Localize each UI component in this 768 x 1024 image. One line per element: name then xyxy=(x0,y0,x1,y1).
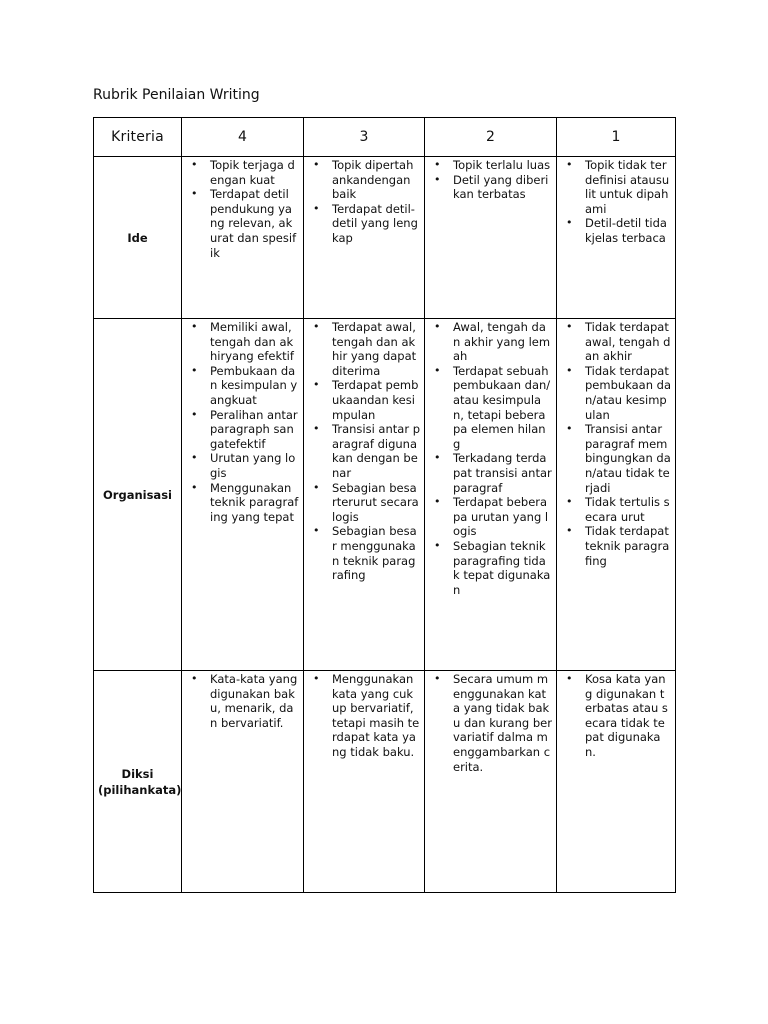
list-item: • Detil yang diberikan terbatas xyxy=(433,173,552,202)
list-item: • Terdapat awal,tengah dan akhir yang dapat diterima xyxy=(312,320,420,378)
list-item: • Detil-detil tidakjelas terbaca xyxy=(565,216,671,245)
list-item: • Terdapat detil pendukung yang relevan, akurat dan spesifik xyxy=(190,187,299,260)
list-item: • Tidak terdapat teknik paragrafing xyxy=(565,524,671,568)
cell-diksi-1 xyxy=(557,671,676,893)
page-title: Rubrik Penilaian Writing xyxy=(93,87,260,103)
table-row xyxy=(94,671,676,893)
list-item: • Awal, tengah dan akhir yang lemah xyxy=(433,320,552,364)
list-item: • Topik terjaga dengan kuat xyxy=(190,158,299,187)
list-item: • Menggunakan kata yang cukup bervariatif, tetapi masih terdapat kata yang tidak baku. xyxy=(312,672,420,760)
cell-ide-3 xyxy=(304,157,425,319)
cell-ide-1 xyxy=(557,157,676,319)
criterion-organisasi: Organisasi xyxy=(94,319,182,671)
header-score-2: 2 xyxy=(425,118,557,157)
list-item: • Terkadang terdapat transisi antar paragraf xyxy=(433,451,552,495)
list-item: • Kata-kata yang digunakan baku, menarik, dan bervariatif. xyxy=(190,672,299,730)
cell-diksi-4 xyxy=(182,671,304,893)
header-score-3: 3 xyxy=(304,118,425,157)
list-item: • Kosa kata yang digunakan terbatas atau secara tidak tepat digunakan. xyxy=(565,672,671,760)
header-score-4: 4 xyxy=(182,118,304,157)
cell-ide-4 xyxy=(182,157,304,319)
list-item: • Tidak terdapat awal, tengah dan akhir xyxy=(565,320,671,364)
cell-organisasi-3 xyxy=(304,319,425,671)
criterion-ide: Ide xyxy=(94,157,182,319)
cell-organisasi-2 xyxy=(425,319,557,671)
header-kriteria: Kriteria xyxy=(94,118,182,157)
cell-ide-2 xyxy=(425,157,557,319)
list-item: • Sebagian teknik paragrafing tidak tepat digunakan xyxy=(433,539,552,597)
cell-diksi-3 xyxy=(304,671,425,893)
list-item: • Terdapat beberapa urutan yang logis xyxy=(433,495,552,539)
list-item: • Sebagian besarterurut secara logis xyxy=(312,481,420,525)
cell-diksi-2 xyxy=(425,671,557,893)
list-item: • Transisi antar paragraf digunakan dengan benar xyxy=(312,422,420,480)
cell-organisasi-1 xyxy=(557,319,676,671)
table-row xyxy=(94,319,676,671)
header-score-1: 1 xyxy=(557,118,676,157)
list-item: • Topik dipertahankandengan baik xyxy=(312,158,420,202)
table-header-row xyxy=(94,118,676,157)
rubric-table xyxy=(93,117,676,893)
criterion-diksi: Diksi (pilihankata) xyxy=(94,671,182,893)
list-item: • Terdapat detil-detil yang lengkap xyxy=(312,202,420,246)
list-item: • Pembukaan dan kesimpulan yangkuat xyxy=(190,364,299,408)
table-row xyxy=(94,157,676,319)
cell-organisasi-4 xyxy=(182,319,304,671)
list-item: • Tidak terdapat pembukaan dan/atau kesimpulan xyxy=(565,364,671,422)
list-item: • Terdapat sebuah pembukaan dan/atau kesimpulan, tetapi beberapa elemen hilang xyxy=(433,364,552,452)
list-item: • Secara umum menggunakan kata yang tidak baku dan kurang bervariatif dalma menggambarkan cerita. xyxy=(433,672,552,774)
list-item: • Transisi antar paragraf membingungkan dan/atau tidak terjadi xyxy=(565,422,671,495)
list-item: • Sebagian besar menggunakan teknik paragrafing xyxy=(312,524,420,582)
list-item: • Topik terlalu luas xyxy=(433,158,552,173)
list-item: • Tidak tertulis secara urut xyxy=(565,495,671,524)
list-item: • Memiliki awal, tengah dan akhiryang efektif xyxy=(190,320,299,364)
list-item: • Menggunakan teknik paragrafing yang tepat xyxy=(190,481,299,525)
list-item: • Peralihan antar paragraph sangatefektif xyxy=(190,408,299,452)
list-item: • Terdapat pembukaandan kesimpulan xyxy=(312,378,420,422)
list-item: • Urutan yang logis xyxy=(190,451,299,480)
list-item: • Topik tidak terdefinisi atausulit untuk dipahami xyxy=(565,158,671,216)
